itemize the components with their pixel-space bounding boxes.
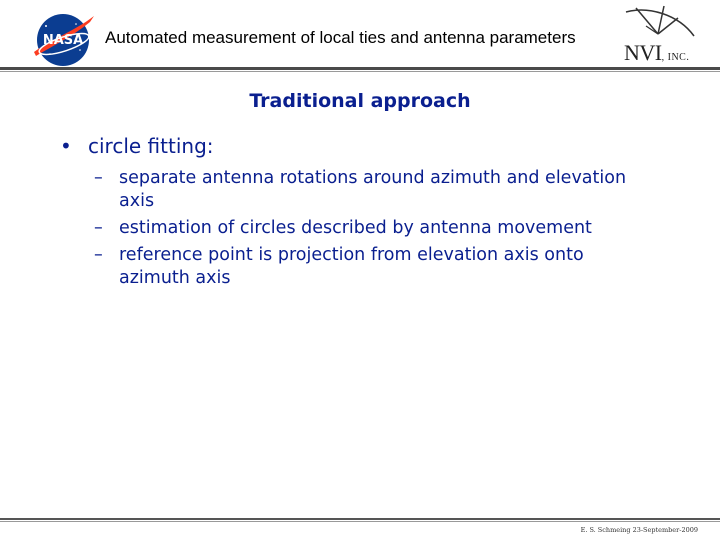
header-divider-thin (0, 71, 720, 72)
bullet-item (60, 134, 214, 158)
sub-bullet-item (92, 244, 652, 290)
dash-symbol: – (94, 218, 103, 238)
nvi-logo-sub: , INC. (661, 52, 690, 63)
sub-bullet-text: estimation of circles described by antenna movement (119, 218, 592, 238)
footer-divider-thin (0, 521, 720, 522)
dash-symbol: – (94, 245, 103, 265)
header-divider (0, 67, 720, 70)
slide-title: Traditional approach (249, 90, 471, 112)
sub-bullet-list (92, 167, 652, 294)
nvi-logo-text (624, 40, 689, 66)
footer-text: E. S. Schmeing 23-September-2009 (580, 526, 698, 534)
nasa-logo-text: NASA (42, 33, 84, 48)
dash-symbol: – (94, 168, 103, 188)
nasa-logo-icon (28, 10, 98, 70)
sub-bullet-text: separate antenna rotations around azimuth and elevation axis (119, 168, 627, 211)
bullet-text: circle fitting: (88, 134, 214, 158)
footer-divider (0, 518, 720, 520)
header-title: Automated measurement of local ties and antenna parameters (105, 28, 576, 47)
sub-bullet-item (92, 167, 652, 213)
bullet-symbol: • (60, 134, 72, 158)
nvi-logo-main: NVI (624, 40, 662, 65)
sub-bullet-item (92, 217, 652, 240)
sub-bullet-text: reference point is projection from elevation axis onto azimuth axis (119, 245, 584, 288)
